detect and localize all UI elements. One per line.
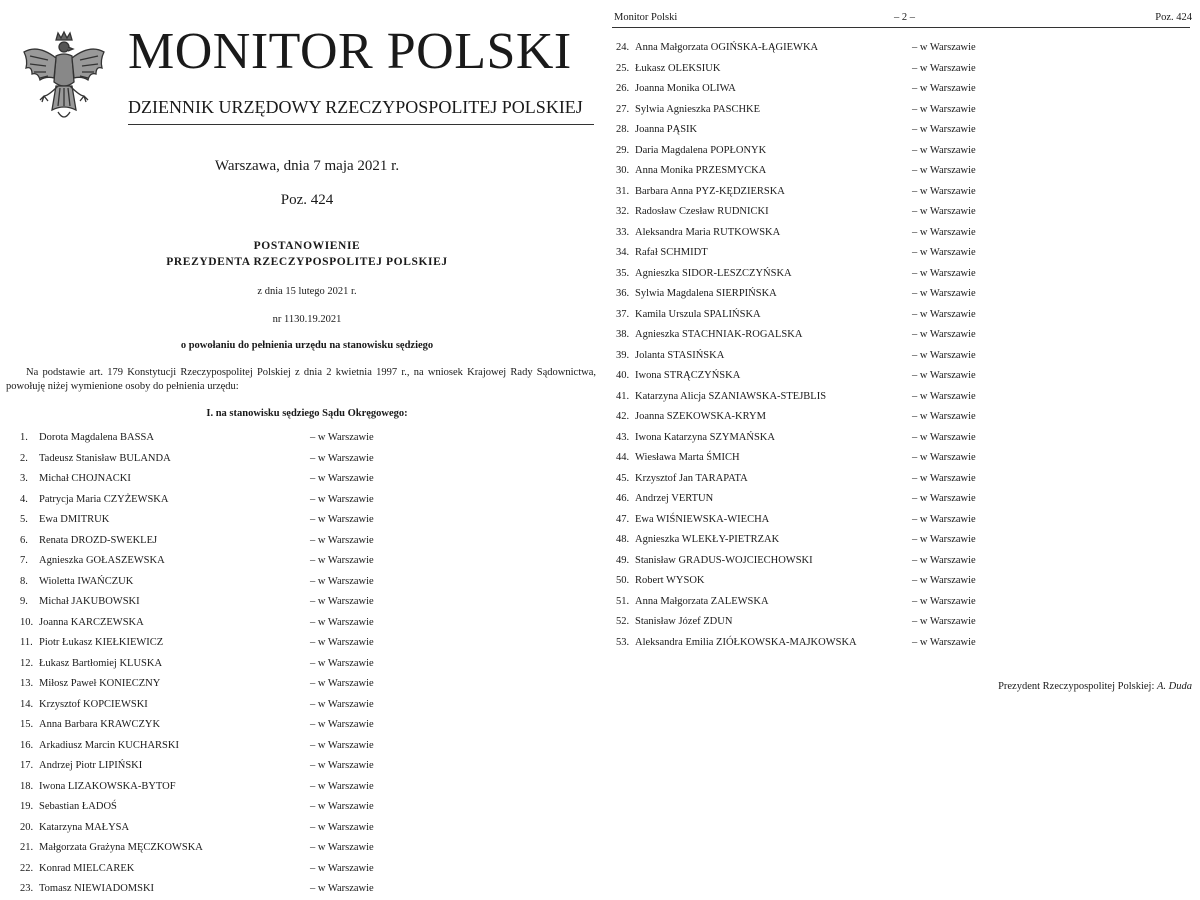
appointee-number: 1. xyxy=(20,432,28,443)
issue-position: Poz. 424 xyxy=(280,192,334,208)
appointee-number: 29. xyxy=(616,144,630,156)
appointee-location: – w Warszawie xyxy=(310,452,374,464)
appointee-location: – w Warszawie xyxy=(912,247,976,258)
appointee-location: – w Warszawie xyxy=(310,575,374,587)
list-item xyxy=(612,551,1192,572)
appointee-name: Aleksandra Emilia ZIÓŁKOWSKA-MAJKOWSKA xyxy=(635,636,857,648)
list-item xyxy=(0,818,600,839)
appointee-name: Renata DROZD-SWEKLEJ xyxy=(39,534,158,546)
appointee-number: 3. xyxy=(20,473,28,484)
document-type xyxy=(0,238,614,270)
appointee-name: Anna Monika PRZESMYCKA xyxy=(635,165,767,176)
signature-name: A. Duda xyxy=(1157,681,1192,692)
list-item xyxy=(0,838,600,859)
appointee-name: Aleksandra Maria RUTKOWSKA xyxy=(635,226,781,238)
appointee-name: Michał JAKUBOWSKI xyxy=(39,596,140,607)
appointee-list-page-2 xyxy=(612,38,1192,653)
list-item xyxy=(0,551,600,572)
appointee-number: 25. xyxy=(616,62,630,74)
appointee-number: 19. xyxy=(20,801,34,812)
list-item xyxy=(612,612,1192,633)
list-item xyxy=(612,325,1192,346)
appointee-name: Tadeusz Stanisław BULANDA xyxy=(39,452,171,464)
appointee-name: Arkadiusz Marcin KUCHARSKI xyxy=(39,739,179,751)
appointee-name: Tomasz NIEWIADOMSKI xyxy=(39,883,155,894)
masthead-subtitle: DZIENNIK URZĘDOWY RZECZYPOSPOLITEJ POLSKIEJ xyxy=(128,97,583,117)
list-item xyxy=(612,120,1192,141)
appointee-location: – w Warszawie xyxy=(912,595,976,607)
appointee-name: Ewa DMITRUK xyxy=(39,514,110,525)
issue-date: Warszawa, dnia 7 maja 2021 r. xyxy=(214,158,400,174)
list-item xyxy=(612,202,1192,223)
appointee-location: – w Warszawie xyxy=(912,329,976,340)
appointee-name: Jolanta STASIŃSKA xyxy=(635,349,725,361)
appointee-name: Krzysztof Jan TARAPATA xyxy=(635,472,748,484)
appointee-location: – w Warszawie xyxy=(310,514,374,525)
appointee-name: Łukasz Bartłomiej KLUSKA xyxy=(39,657,163,669)
appointee-number: 47. xyxy=(616,513,630,525)
appointee-number: 21. xyxy=(20,842,34,853)
document-type-line2: PREZYDENTA RZECZYPOSPOLITEJ POLSKIEJ xyxy=(166,256,448,268)
document-number: nr 1130.19.2021 xyxy=(272,314,342,325)
appointee-location: – w Warszawie xyxy=(912,636,976,648)
appointee-number: 23. xyxy=(20,883,34,894)
list-item xyxy=(612,264,1192,285)
appointee-number: 11. xyxy=(20,637,33,648)
masthead-divider xyxy=(128,124,594,125)
document-date: z dnia 15 lutego 2021 r. xyxy=(257,286,357,297)
masthead-title: MONITOR POLSKI xyxy=(128,23,572,80)
appointee-name: Andrzej VERTUN xyxy=(635,493,714,504)
appointee-location: – w Warszawie xyxy=(912,226,976,238)
appointee-number: 42. xyxy=(616,411,630,422)
appointee-number: 17. xyxy=(20,760,34,771)
list-item xyxy=(612,469,1192,490)
appointee-number: 36. xyxy=(616,288,630,299)
appointee-location: – w Warszawie xyxy=(912,144,976,156)
appointee-number: 9. xyxy=(20,596,28,607)
appointee-name: Robert WYSOK xyxy=(635,575,705,586)
appointee-location: – w Warszawie xyxy=(912,411,976,422)
appointee-name: Joanna SZEKOWSKA-KRYM xyxy=(635,411,766,422)
list-item xyxy=(0,797,600,818)
appointee-number: 28. xyxy=(616,124,630,135)
appointee-number: 22. xyxy=(20,862,34,874)
list-item xyxy=(612,243,1192,264)
appointee-number: 35. xyxy=(616,267,630,279)
appointee-location: – w Warszawie xyxy=(912,124,976,135)
appointee-number: 50. xyxy=(616,575,630,586)
appointee-number: 39. xyxy=(616,349,630,361)
appointee-number: 27. xyxy=(616,103,630,115)
appointee-location: – w Warszawie xyxy=(912,206,976,217)
appointee-name: Piotr Łukasz KIEŁKIEWICZ xyxy=(39,637,164,648)
document-subject: o powołaniu do pełnienia urzędu na stanowisku sędziego xyxy=(180,340,434,351)
list-item xyxy=(612,571,1192,592)
list-item xyxy=(0,736,600,757)
appointee-number: 10. xyxy=(20,616,34,628)
appointee-name: Stanisław Józef ZDUN xyxy=(635,616,733,627)
list-item xyxy=(612,100,1192,121)
list-item xyxy=(0,633,600,654)
appointee-number: 14. xyxy=(20,698,34,710)
list-item xyxy=(612,305,1192,326)
list-item xyxy=(612,284,1192,305)
appointee-location: – w Warszawie xyxy=(912,267,976,279)
appointee-number: 43. xyxy=(616,431,630,443)
appointee-location: – w Warszawie xyxy=(310,801,374,812)
appointee-name: Patrycja Maria CZYŻEWSKA xyxy=(39,493,169,505)
list-item xyxy=(0,715,600,736)
appointee-location: – w Warszawie xyxy=(912,62,976,74)
appointee-name: Małgorzata Grażyna MĘCZKOWSKA xyxy=(39,842,203,853)
signature-block xyxy=(998,681,1192,692)
header-divider xyxy=(612,27,1190,28)
list-item xyxy=(0,756,600,777)
page-number: – 2 – xyxy=(894,12,915,23)
appointee-location: – w Warszawie xyxy=(310,637,374,648)
list-item xyxy=(612,346,1192,367)
appointee-number: 15. xyxy=(20,719,34,730)
list-item xyxy=(0,674,600,695)
appointee-name: Agnieszka WLEKŁY-PIETRZAK xyxy=(635,534,780,545)
appointee-name: Rafał SCHMIDT xyxy=(635,247,708,258)
appointee-number: 41. xyxy=(616,390,630,402)
appointee-name: Sylwia Magdalena SIERPIŃSKA xyxy=(635,288,777,299)
appointee-location: – w Warszawie xyxy=(310,780,374,792)
appointee-location: – w Warszawie xyxy=(310,596,374,607)
signature-label: Prezydent Rzeczypospolitej Polskiej: xyxy=(998,681,1155,692)
appointee-number: 20. xyxy=(20,821,34,833)
list-item xyxy=(0,859,600,880)
appointee-location: – w Warszawie xyxy=(310,678,374,689)
list-item xyxy=(0,592,600,613)
appointee-location: – w Warszawie xyxy=(912,103,976,115)
appointee-location: – w Warszawie xyxy=(912,616,976,627)
appointee-number: 13. xyxy=(20,678,34,689)
appointee-location: – w Warszawie xyxy=(912,452,976,463)
appointee-number: 5. xyxy=(20,514,28,525)
appointee-name: Sylwia Agnieszka PASCHKE xyxy=(635,103,761,115)
list-item xyxy=(612,530,1192,551)
list-item xyxy=(612,407,1192,428)
appointee-number: 30. xyxy=(616,165,630,176)
appointee-number: 52. xyxy=(616,616,630,627)
appointee-number: 38. xyxy=(616,329,630,340)
appointee-number: 44. xyxy=(616,452,630,463)
appointee-number: 24. xyxy=(616,42,630,53)
appointee-number: 32. xyxy=(616,206,630,217)
appointee-name: Andrzej Piotr LIPIŃSKI xyxy=(39,760,143,771)
appointee-location: – w Warszawie xyxy=(912,575,976,586)
appointee-number: 7. xyxy=(20,555,28,566)
page-2 xyxy=(612,0,1192,900)
appointee-location: – w Warszawie xyxy=(310,534,374,546)
appointee-location: – w Warszawie xyxy=(912,83,976,94)
appointee-number: 40. xyxy=(616,370,630,381)
appointee-location: – w Warszawie xyxy=(912,472,976,484)
appointee-location: – w Warszawie xyxy=(912,370,976,381)
list-item xyxy=(0,428,600,449)
appointee-location: – w Warszawie xyxy=(912,185,976,197)
appointee-number: 53. xyxy=(616,636,630,648)
appointee-name: Anna Małgorzata ZALEWSKA xyxy=(635,595,769,607)
appointee-name: Katarzyna MAŁYSA xyxy=(39,821,130,833)
list-item xyxy=(0,654,600,675)
appointee-location: – w Warszawie xyxy=(310,739,374,751)
appointee-name: Daria Magdalena POPŁONYK xyxy=(635,144,767,156)
appointee-location: – w Warszawie xyxy=(912,513,976,525)
appointee-number: 6. xyxy=(20,534,28,546)
running-header-left: Monitor Polski xyxy=(614,12,678,23)
list-item xyxy=(0,695,600,716)
eagle-emblem-icon xyxy=(18,30,110,130)
list-item xyxy=(612,633,1192,654)
document-preamble: Na podstawie art. 179 Konstytucji Rzeczypospolitej Polskiej z dnia 2 kwietnia 1997 r., na wniosek Krajowej Rady Sądownictwa, powołuję niżej wymienione osoby do pełnienia urzędu: xyxy=(6,367,596,392)
list-item xyxy=(0,449,600,470)
appointee-name: Dorota Magdalena BASSA xyxy=(39,432,154,443)
appointee-location: – w Warszawie xyxy=(310,432,374,443)
appointee-location: – w Warszawie xyxy=(912,534,976,545)
appointee-name: Agnieszka GOŁASZEWSKA xyxy=(39,555,165,566)
list-item xyxy=(612,59,1192,80)
appointee-number: 26. xyxy=(616,83,630,94)
appointee-number: 51. xyxy=(616,595,630,607)
list-item xyxy=(612,38,1192,59)
appointee-number: 49. xyxy=(616,554,630,566)
list-item xyxy=(0,510,600,531)
appointee-name: Katarzyna Alicja SZANIAWSKA-STEJBLIS xyxy=(635,390,827,402)
list-item xyxy=(0,490,600,511)
appointee-number: 31. xyxy=(616,185,630,197)
appointee-location: – w Warszawie xyxy=(912,390,976,402)
appointee-location: – w Warszawie xyxy=(912,288,976,299)
appointee-name: Michał CHOJNACKI xyxy=(39,473,131,484)
appointee-number: 2. xyxy=(20,452,28,464)
appointee-name: Radosław Czesław RUDNICKI xyxy=(635,206,769,217)
appointee-number: 33. xyxy=(616,226,630,238)
appointee-location: – w Warszawie xyxy=(912,554,976,566)
appointee-name: Miłosz Paweł KONIECZNY xyxy=(39,678,161,689)
appointee-location: – w Warszawie xyxy=(310,821,374,833)
appointee-name: Ewa WIŚNIEWSKA-WIECHA xyxy=(635,513,770,525)
running-header-right: Poz. 424 xyxy=(1155,12,1192,23)
list-item xyxy=(612,141,1192,162)
appointee-number: 8. xyxy=(20,575,28,587)
appointee-number: 45. xyxy=(616,472,630,484)
list-item xyxy=(612,428,1192,449)
list-item xyxy=(0,469,600,490)
appointee-location: – w Warszawie xyxy=(912,349,976,361)
appointee-name: Stanisław GRADUS-WOJCIECHOWSKI xyxy=(635,554,813,566)
appointee-location: – w Warszawie xyxy=(310,473,374,484)
appointee-number: 4. xyxy=(20,493,28,505)
appointee-location: – w Warszawie xyxy=(912,431,976,443)
appointee-location: – w Warszawie xyxy=(310,842,374,853)
list-item xyxy=(612,223,1192,244)
appointee-name: Konrad MIELCAREK xyxy=(39,862,135,874)
list-item xyxy=(0,613,600,634)
appointee-location: – w Warszawie xyxy=(912,42,976,53)
list-item xyxy=(0,777,600,798)
appointee-name: Iwona Katarzyna SZYMAŃSKA xyxy=(635,431,775,443)
appointee-number: 48. xyxy=(616,534,630,545)
appointee-name: Kamila Urszula SPALIŃSKA xyxy=(635,308,761,320)
appointee-number: 34. xyxy=(616,247,630,258)
list-item xyxy=(612,489,1192,510)
appointee-name: Agnieszka STACHNIAK-ROGALSKA xyxy=(635,329,803,340)
appointee-number: 37. xyxy=(616,308,630,320)
appointee-location: – w Warszawie xyxy=(310,698,374,710)
appointee-name: Agnieszka SIDOR-LESZCZYŃSKA xyxy=(635,267,792,279)
appointee-number: 16. xyxy=(20,739,34,751)
appointee-name: Wiesława Marta ŚMICH xyxy=(635,452,740,463)
list-item xyxy=(0,531,600,552)
list-item xyxy=(612,161,1192,182)
appointee-name: Łukasz OLEKSIUK xyxy=(635,62,721,74)
appointee-list-page-1 xyxy=(0,428,600,900)
list-item xyxy=(612,79,1192,100)
appointee-location: – w Warszawie xyxy=(310,657,374,669)
appointee-name: Barbara Anna PYZ-KĘDZIERSKA xyxy=(635,185,785,197)
appointee-location: – w Warszawie xyxy=(310,719,374,730)
list-item xyxy=(612,592,1192,613)
appointee-location: – w Warszawie xyxy=(310,493,374,505)
appointee-location: – w Warszawie xyxy=(310,862,374,874)
appointee-name: Sebastian ŁADOŚ xyxy=(39,801,117,812)
appointee-location: – w Warszawie xyxy=(310,760,374,771)
appointee-location: – w Warszawie xyxy=(310,883,374,894)
appointee-location: – w Warszawie xyxy=(310,616,374,628)
list-item xyxy=(612,182,1192,203)
appointee-name: Krzysztof KOPCIEWSKI xyxy=(39,698,148,710)
list-item xyxy=(612,366,1192,387)
document-type-line1: POSTANOWIENIE xyxy=(253,240,361,252)
list-item xyxy=(612,387,1192,408)
appointee-number: 46. xyxy=(616,493,630,504)
appointee-number: 18. xyxy=(20,780,34,792)
appointee-name: Iwona LIZAKOWSKA-BYTOF xyxy=(39,780,176,792)
appointee-name: Anna Barbara KRAWCZYK xyxy=(39,719,161,730)
section-heading: I. na stanowisku sędziego Sądu Okręgowego: xyxy=(206,408,408,419)
appointee-location: – w Warszawie xyxy=(912,308,976,320)
appointee-name: Iwona STRĄCZYŃSKA xyxy=(635,370,741,381)
appointee-name: Wioletta IWAŃCZUK xyxy=(39,575,134,587)
list-item xyxy=(0,879,600,900)
appointee-name: Anna Małgorzata OGIŃSKA-ŁĄGIEWKA xyxy=(635,42,819,53)
appointee-location: – w Warszawie xyxy=(912,165,976,176)
appointee-name: Joanna PĄSIK xyxy=(635,124,698,135)
appointee-location: – w Warszawie xyxy=(912,493,976,504)
list-item xyxy=(0,572,600,593)
appointee-location: – w Warszawie xyxy=(310,555,374,566)
appointee-name: Joanna KARCZEWSKA xyxy=(39,616,144,628)
list-item xyxy=(612,510,1192,531)
list-item xyxy=(612,448,1192,469)
appointee-number: 12. xyxy=(20,657,34,669)
appointee-name: Joanna Monika OLIWA xyxy=(635,83,736,94)
